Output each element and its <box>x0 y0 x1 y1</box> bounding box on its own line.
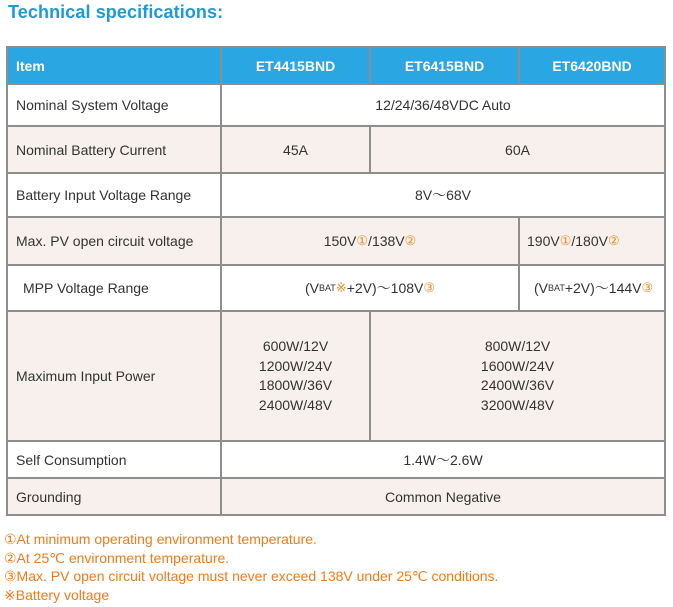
value-mpp-et4415-et6415 <box>222 266 518 310</box>
footnote-3: ③Max. PV open circuit voltage must never exceed 138V under 25℃ conditions. <box>4 568 499 584</box>
value-mpp-et6420 <box>520 266 664 310</box>
power-line: 3200W/48V <box>480 396 555 413</box>
label-self-consumption: Self Consumption <box>8 442 220 477</box>
power-line: 1600W/24V <box>480 357 555 374</box>
value-pv-open-et6420 <box>520 218 664 264</box>
value-nominal-system-voltage: 12/24/36/48VDC Auto <box>222 85 664 125</box>
footnote-2: ②At 25℃ environment temperature. <box>4 549 230 566</box>
label-max-pv-open-circuit-voltage: Max. PV open circuit voltage <box>8 218 220 264</box>
power-line: 600W/12V <box>262 338 329 354</box>
header-et4415bnd: ET4415BND <box>222 48 369 83</box>
note-mark-battery: ※ <box>335 280 347 295</box>
mpp-suffix: +2V)～144V <box>564 280 642 296</box>
spec-table <box>6 46 666 516</box>
label-battery-input-voltage-range: Battery Input Voltage Range <box>8 174 220 216</box>
footnote-battery: ※Battery voltage <box>4 586 110 603</box>
power-line: 1800W/36V <box>258 377 333 393</box>
label-nominal-battery-current: Nominal Battery Current <box>8 127 220 172</box>
mpp-prefix: (V <box>304 280 319 296</box>
value-max-power-et4415 <box>222 312 369 440</box>
value-max-power-et64 <box>371 312 664 440</box>
label-nominal-system-voltage: Nominal System Voltage <box>8 85 220 125</box>
label-mpp-voltage-range: MPP Voltage Range <box>8 266 220 310</box>
value-self-consumption: 1.4W～2.6W <box>222 442 664 477</box>
page-title: Technical specifications: <box>8 2 224 22</box>
pv-open-value-b: 138V <box>371 233 405 249</box>
footnotes <box>4 530 498 604</box>
label-grounding: Grounding <box>8 479 220 514</box>
header-et6415bnd: ET6415BND <box>371 48 518 83</box>
power-line: 800W/12V <box>484 338 551 354</box>
pv-open-separator: / <box>368 233 372 249</box>
note-mark-1: ① <box>356 233 369 248</box>
note-mark-3: ③ <box>641 280 654 295</box>
note-mark-1: ① <box>559 233 572 248</box>
power-line: 1200W/24V <box>258 357 333 374</box>
pv-open-value-a: 150V <box>323 233 357 249</box>
pv-open-value-a: 190V <box>527 233 560 249</box>
power-line: 2400W/48V <box>258 396 333 413</box>
header-item: Item <box>8 48 220 83</box>
power-line: 2400W/36V <box>480 377 555 393</box>
note-mark-3: ③ <box>423 280 436 295</box>
value-battery-input-voltage-range: 8V～68V <box>222 174 664 216</box>
pv-open-value-b: 180V <box>575 233 608 249</box>
mpp-subscript: BAT <box>318 283 336 293</box>
label-maximum-input-power: Maximum Input Power <box>8 312 220 440</box>
value-pv-open-et4415-et6415 <box>222 218 518 264</box>
value-grounding: Common Negative <box>222 479 664 514</box>
note-mark-2: ② <box>607 233 620 248</box>
pv-open-separator: / <box>571 233 576 249</box>
mpp-suffix: +2V)～108V <box>346 280 424 296</box>
header-et6420bnd: ET6420BND <box>520 48 664 83</box>
mpp-subscript: BAT <box>548 283 565 293</box>
note-mark-2: ② <box>404 233 417 248</box>
footnote-1: ①At minimum operating environment temperature. <box>4 531 317 547</box>
value-battery-current-et4415: 45A <box>222 127 369 172</box>
value-battery-current-et64: 60A <box>371 127 664 172</box>
mpp-prefix: (V <box>534 280 548 296</box>
